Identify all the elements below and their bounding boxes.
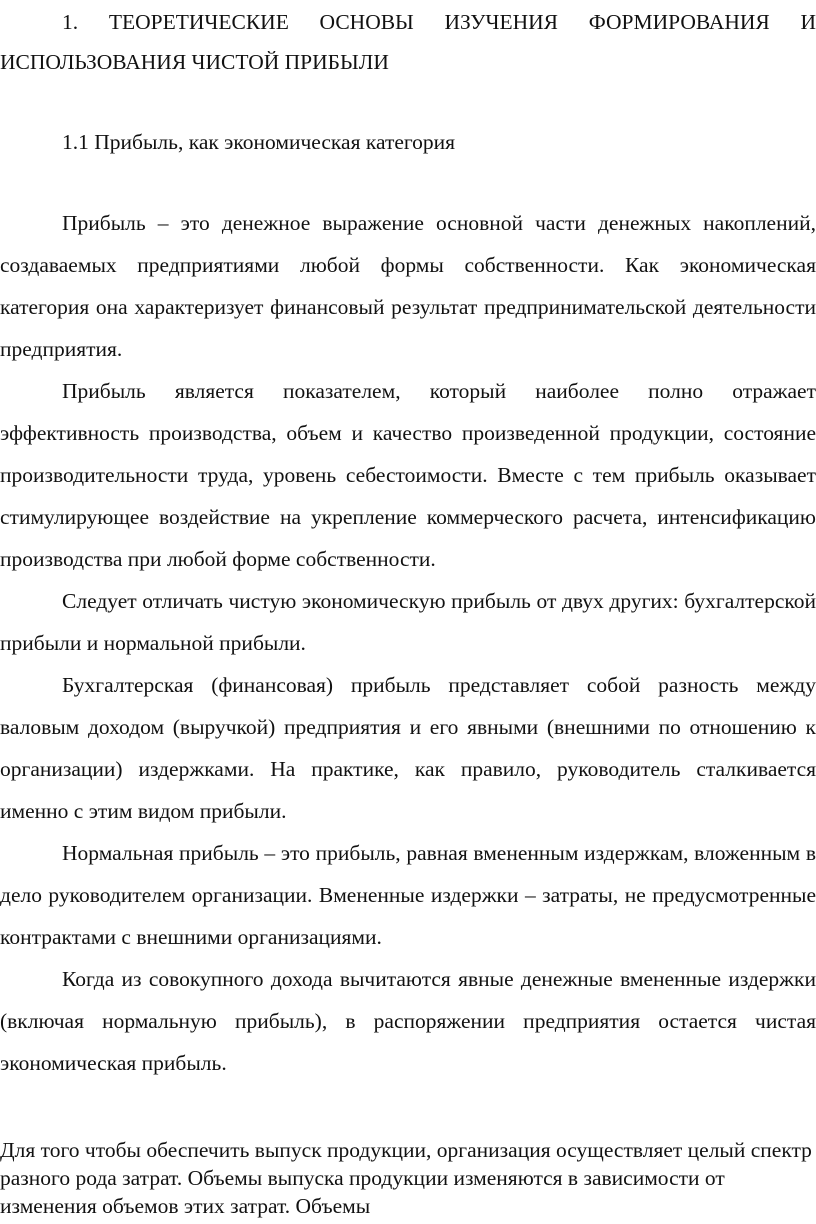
- body-text: [0, 202, 816, 1084]
- paragraph: Прибыль является показателем, который наиболее полно отражает эффективность производства, объем и качество произведенной продукции, состояние производительности труда, уровень себестоимости. Вместе с тем прибыль оказывает стимулирующее воздействие на укрепление коммерческого расчета, интенсификацию производства при любой форме собственности.: [0, 379, 816, 571]
- paragraph: Прибыль – это денежное выражение основной части денежных накоплений, создаваемых предприятиями любой формы собственности. Как экономическая категория она характеризует финансовый результат предпринимательской деятельности предприятия.: [0, 211, 816, 361]
- paragraph: Когда из совокупного дохода вычитаются явные денежные вмененные издержки (включая нормальную прибыль), в распоряжении предприятия остается чистая экономическая прибыль.: [0, 967, 816, 1075]
- paragraph: Нормальная прибыль – это прибыль, равная вмененным издержкам, вложенным в дело руководителем организации. Вмененные издержки – затраты, не предусмотренные контрактами с внешними организациями.: [0, 841, 816, 949]
- paragraph: Бухгалтерская (финансовая) прибыль представляет собой разность между валовым доходом (выручкой) предприятия и его явными (внешними по отношению к организации) издержками. На практике, как правило, руководитель сталкивается именно с этим видом прибыли.: [0, 673, 816, 823]
- chapter-title: 1. ТЕОРЕТИЧЕСКИЕ ОСНОВЫ ИЗУЧЕНИЯ ФОРМИРОВАНИЯ И ИСПОЛЬЗОВАНИЯ ЧИСТОЙ ПРИБЫЛИ: [0, 10, 816, 74]
- trailing-paragraph: Для того чтобы обеспечить выпуск продукции, организация осуществляет целый спектр разного рода затрат. Объемы выпуска продукции изменяются в зависимости от изменения объемов этих затрат. Объемы: [0, 1138, 812, 1218]
- section-title: 1.1 Прибыль, как экономическая категория: [62, 130, 456, 154]
- paragraph: Следует отличать чистую экономическую прибыль от двух других: бухгалтерской прибыли и нормальной прибыли.: [0, 589, 816, 655]
